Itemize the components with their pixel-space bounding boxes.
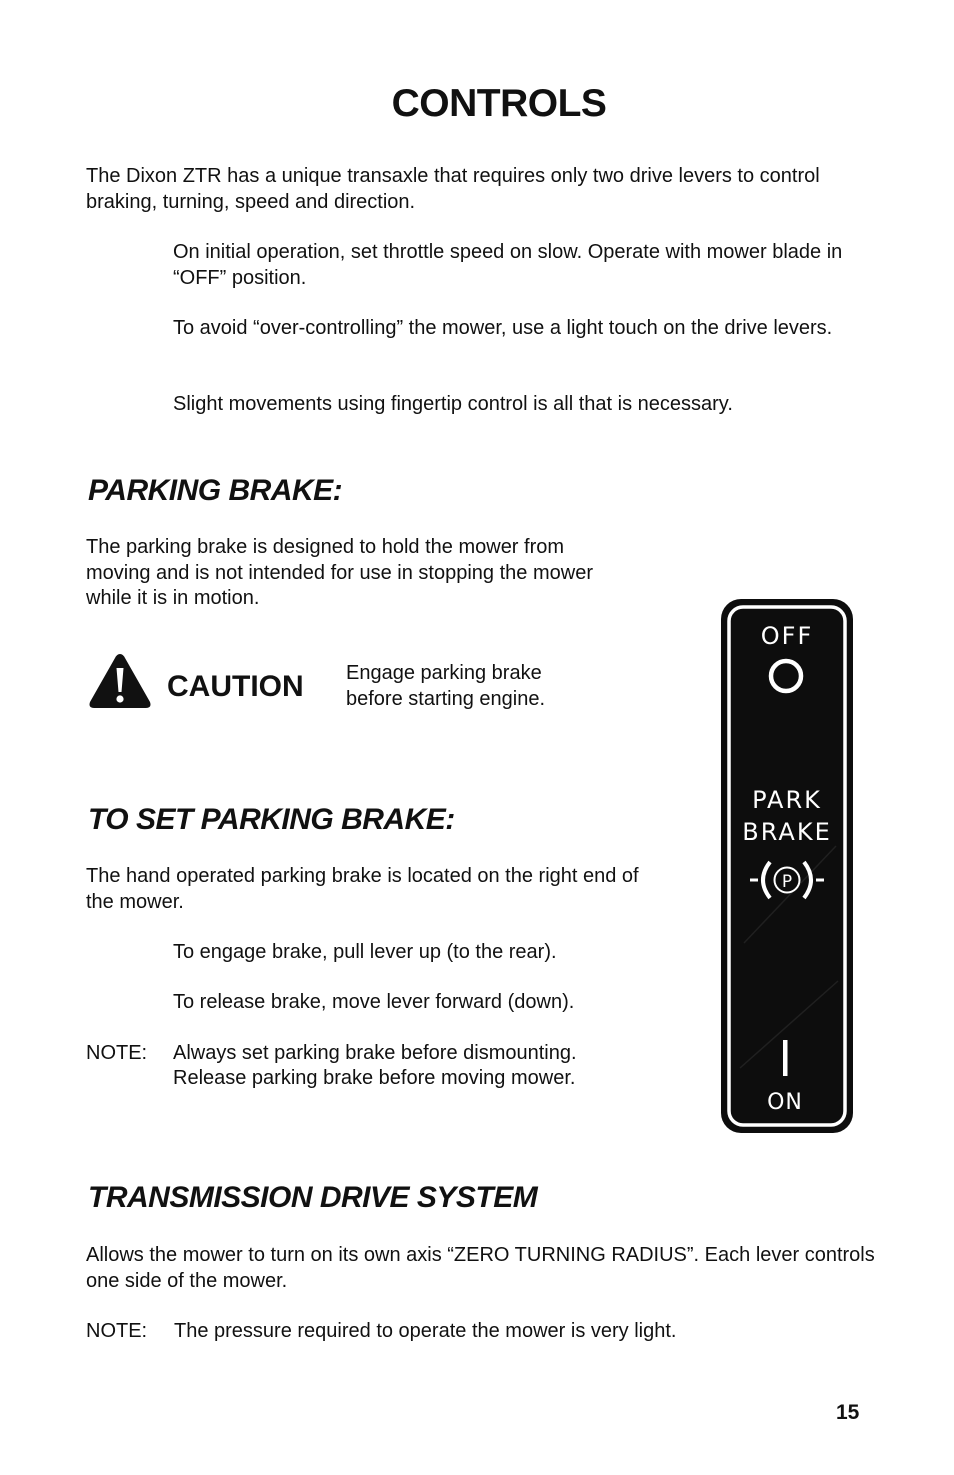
warning-triangle-icon (88, 652, 152, 710)
set-brake-note-label: NOTE: (86, 1042, 148, 1064)
on-symbol-icon (783, 1040, 788, 1076)
decal-brake-label: BRAKE (742, 818, 832, 846)
intro-text: The Dixon ZTR has a unique transaxle that requires only two drive levers to control braking, turning, speed and direction. (86, 165, 820, 213)
intro-indented-2: To avoid “over-controlling” the mower, use a light touch on the drive levers. (173, 317, 833, 339)
page-title: CONTROLS (391, 82, 607, 125)
set-brake-note-line-2: Release parking brake before moving mower. (173, 1067, 576, 1089)
set-brake-text: The hand operated parking brake is located on the right end of the mower. (86, 865, 639, 913)
parking-brake-text: The parking brake is designed to hold the mower from moving and is not intended for use in stopping the mower while it is in motion. (86, 536, 593, 609)
decal-on-label: ON (767, 1090, 803, 1115)
decal-park-label: PARK (752, 786, 822, 814)
decal-p-symbol: P (781, 872, 793, 892)
caution-message: Engage parking brake before starting engine. (346, 662, 546, 710)
transmission-heading: TRANSMISSION DRIVE SYSTEM (88, 1181, 538, 1214)
intro-indented-1: On initial operation, set throttle speed on slow. Operate with mower blade in “OFF” position. (173, 241, 843, 289)
transmission-text: Allows the mower to turn on its own axis “ZERO TURNING RADIUS”. Each lever controls one side of the mower. (86, 1244, 875, 1292)
caution-label: CAUTION (167, 670, 304, 703)
set-brake-heading: TO SET PARKING BRAKE: (88, 803, 455, 836)
transmission-note-text: The pressure required to operate the mower is very light. (174, 1320, 677, 1342)
intro-indented-3: Slight movements using fingertip control is all that is necessary. (173, 393, 733, 415)
parking-brake-heading: PARKING BRAKE: (88, 474, 343, 507)
parking-brake-decal (720, 598, 854, 1134)
set-brake-note-line-1: Always set parking brake before dismounting. (173, 1042, 577, 1064)
set-brake-step-2: To release brake, move lever forward (down). (173, 991, 575, 1013)
transmission-note-label: NOTE: (86, 1320, 148, 1342)
page-number: 15 (836, 1401, 860, 1424)
decal-off-label: OFF (760, 622, 814, 650)
set-brake-step-1: To engage brake, pull lever up (to the rear). (173, 941, 557, 963)
